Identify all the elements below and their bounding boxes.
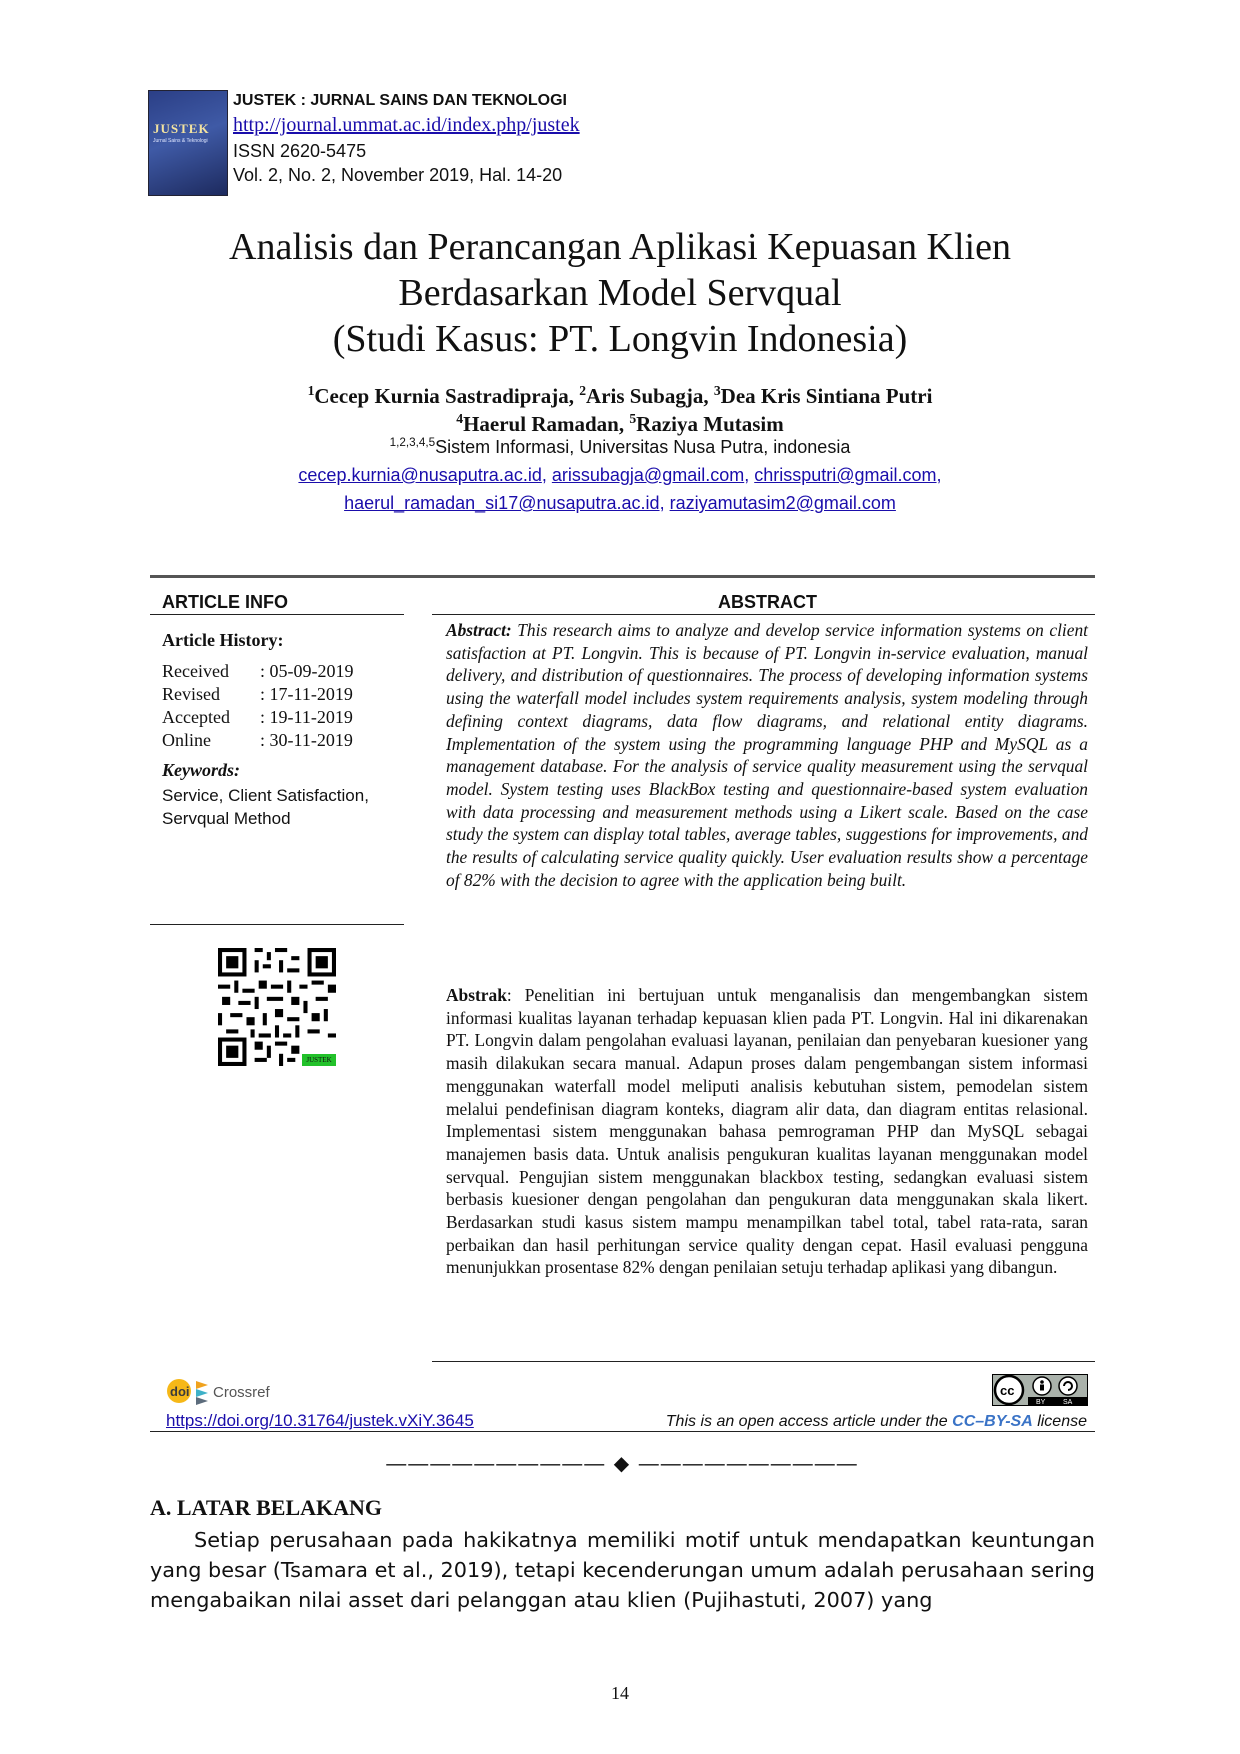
- cover-title: JUSTEK: [153, 121, 210, 136]
- title-line-3: (Studi Kasus: PT. Longvin Indonesia): [332, 318, 908, 360]
- author-3: Dea Kris Sintiana Putri: [720, 384, 933, 408]
- cc-badge-by: BY: [1036, 1399, 1046, 1406]
- crossref-doi-logo-icon: [166, 1375, 296, 1407]
- section-body-text: Setiap perusahaan pada hakikatnya memiliki motif untuk mendapatkan keuntungan yang besar (Tsamara et al., 2019), tetapi kecenderungan umum adalah perusahaan sering mengabaikan nilai asset dari pelanggan atau klien (Pujihastuti, 2007) yang: [150, 1528, 1096, 1612]
- author-2: Aris Subagja,: [586, 384, 714, 408]
- license-bottom-rule: [150, 1431, 1095, 1432]
- cc-badge-sa: SA: [1063, 1399, 1073, 1406]
- author-5: Raziya Mutasim: [636, 412, 784, 436]
- article-info-bottom-rule: [150, 924, 404, 925]
- license-statement: This is an open access article under the CC–BY-SA license: [665, 1413, 1087, 1430]
- keywords-text: Service, Client Satisfaction, Servqual Method: [162, 786, 369, 828]
- affiliation: $^{1,2,3,4,5}$Sistem Informasi, Universitas Nusa Putra, indonesia: [389, 436, 851, 457]
- author-list-line-2: $^4$Haerul Ramadan, $^5$Raziya Mutasim: [456, 411, 784, 436]
- history-accepted: Accepted : 19-11-2019: [162, 707, 353, 727]
- title-line-1: Analisis dan Perancangan Aplikasi Kepuasan Klien: [229, 226, 1011, 268]
- abstract-indonesian-text: : Penelitian ini bertujuan untuk menganalisis dan mengembangkan sistem informasi kualitas layanan terhadap kepuasan klien pada PT. Longvin. Hal ini dikarenakan PT. Longvin dalam pengolahan evaluasi layanan, penilaian dan penyebaran kuesioner yang masih dilakukan secara manual. Adapun proses dalam pengembangan sistem informasi menggunakan waterfall model meliputi analisis kebutuhan sistem, pemodelan sistem melalui pendefinisan diagram konteks, diagram alir data, dan diagram entitas relasional. Implementasi sistem menggunakan bahasa pemrograman PHP dan MySQL sebagai manajemen basis data. Untuk analisis pengukuran kualitas layanan menggunakan model servqual. Pengujian sistem menggunakan blackbox testing, sedangkan evaluasi sistem berbasis kuesioner dengan pengolahan dan pengukuran data menggunakan skala likert. Berdasarkan studi kasus sistem mampu menampilkan tabel total, tabel rata-rata, saran perbaikan dan hasil perhitungan service quality dengan cepat. Hasil evaluasi pengguna menunjukkan prosentase 82% dengan penilaian setuju terhadap aplikasi yang dibangun.: [446, 985, 1088, 1278]
- abstract-heading: ABSTRACT: [718, 592, 817, 612]
- cover-subtitle: Jurnal Sains & Teknologi: [153, 138, 208, 144]
- abstract-english-text: This research aims to analyze and develop service information systems on client satisfaction at PT. Longvin. This is because of PT. Longvin in-service evaluation, manual delivery, and distribution of questionnaires. The process of developing information systems using the waterfall model includes system requirements analysis, system modeling through defining context diagrams, data flow diagrams, and relational entity diagrams. Implementation of the system using the programming language PHP and MySQL as a management database. For the analysis of service quality measurement using the servqual model. System testing uses BlackBox testing and questionnaire-based system evaluation with data processing and measurement methods using a Likert scale. Based on the case study the system can display total tables, average tables, suggestions for improvements, and the results of calculating service quality quickly. User evaluation results show a percentage of 82% with the decision to agree with the application being built.: [446, 620, 1088, 890]
- history-received: Received : 05-09-2019: [162, 661, 354, 681]
- section-heading: A. LATAR BELAKANG: [150, 1495, 383, 1520]
- journal-volume: Vol. 2, No. 2, November 2019, Hal. 14-20: [233, 165, 563, 185]
- email-link-3[interactable]: chrissputri@gmail.com: [754, 465, 937, 485]
- section-separator: —————————— ◆ ——————————: [386, 1453, 859, 1475]
- history-online: Online : 30-11-2019: [162, 730, 353, 750]
- abstract-indonesian: [446, 984, 1088, 1279]
- svg-text:cc: cc: [1000, 1383, 1015, 1398]
- journal-url-link[interactable]: http://journal.ummat.ac.id/index.php/justek: [233, 114, 580, 136]
- email-link-5[interactable]: raziyamutasim2@gmail.com: [669, 493, 896, 513]
- email-link-2[interactable]: arissubagja@gmail.com: [551, 465, 745, 485]
- email-link-1[interactable]: cecep.kurnia@nusaputra.ac.id: [298, 465, 542, 485]
- article-info-rule: [150, 614, 404, 615]
- abstract-indonesian-label: Abstrak: [446, 985, 507, 1005]
- qr-tag-label: JUSTEK: [302, 1054, 336, 1066]
- article-info-heading: ARTICLE INFO: [162, 592, 288, 612]
- author-4: Haerul Ramadan,: [463, 412, 630, 436]
- abstract-bottom-rule: [432, 1361, 1095, 1362]
- author-1: Cecep Kurnia Sastradipraja,: [314, 384, 580, 408]
- qr-code-icon[interactable]: [218, 948, 336, 1066]
- email-link-4[interactable]: haerul_ramadan_si17@nusaputra.ac.id: [344, 493, 660, 513]
- journal-cover-thumbnail: [148, 90, 228, 196]
- email-line-2: haerul_ramadan_si17@nusaputra.ac.id, raziyamutasim2@gmail.com: [344, 493, 896, 513]
- doi-logo-text: doi: [170, 1384, 190, 1399]
- article-history-heading: Article History:: [162, 630, 284, 650]
- abstract-english-label: Abstract:: [446, 620, 512, 640]
- title-line-2: Berdasarkan Model Servqual: [398, 272, 842, 314]
- crossref-logo-text: Crossref: [213, 1384, 270, 1401]
- paper-title: [120, 224, 1120, 362]
- journal-name: JUSTEK : JURNAL SAINS DAN TEKNOLOGI: [233, 92, 567, 109]
- keywords-heading: Keywords:: [162, 760, 240, 780]
- abstract-rule: [432, 614, 1095, 615]
- license-cc-link[interactable]: CC–BY-SA: [952, 1413, 1033, 1430]
- author-list-line-1: $^1$Cecep Kurnia Sastradipraja, $^2$Aris Subagja, $^3$Dea Kris Sintiana Putri: [307, 383, 933, 408]
- journal-issn: ISSN 2620-5475: [233, 141, 367, 161]
- abstract-english: [446, 619, 1088, 891]
- doi-link[interactable]: https://doi.org/10.31764/justek.vXiY.3645: [166, 1411, 474, 1430]
- page-number: 14: [611, 1683, 629, 1703]
- top-divider: [150, 575, 1095, 578]
- history-revised: Revised : 17-11-2019: [162, 684, 353, 704]
- email-line-1: cecep.kurnia@nusaputra.ac.id, arissubagja@gmail.com, chrissputri@gmail.com,: [298, 465, 942, 485]
- cc-by-sa-badge-icon[interactable]: [992, 1374, 1088, 1406]
